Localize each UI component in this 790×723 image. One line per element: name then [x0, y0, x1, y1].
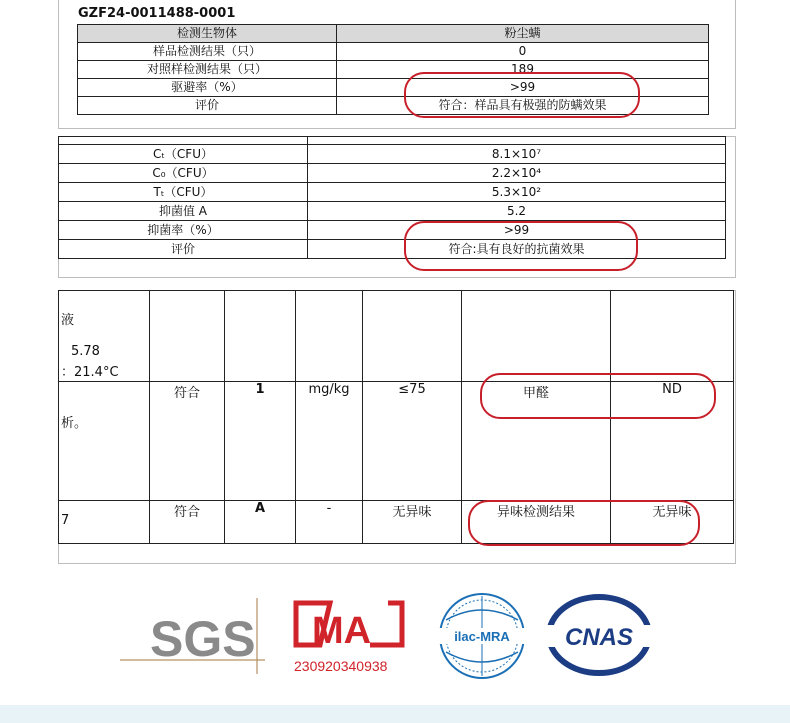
table-row	[59, 240, 726, 259]
sgs-logo-text: SGS	[150, 611, 256, 667]
table-row	[59, 501, 734, 544]
row-value: 189	[337, 61, 709, 79]
row-value: 5.3×10²	[308, 183, 726, 202]
cropped-left-cell	[59, 382, 150, 501]
row-label: 抑菌率（%）	[59, 221, 308, 240]
item-cell: 异味检测结果	[462, 501, 611, 544]
table-row	[78, 97, 709, 115]
value-cell: 1	[225, 382, 296, 501]
mite-repellent-table	[77, 24, 709, 115]
left-text: 析。	[61, 416, 88, 431]
report-number: GZF24-0011488-0001	[78, 6, 236, 21]
svg-text:MA: MA	[312, 610, 372, 652]
table-row	[59, 145, 726, 164]
item-cell: 甲醛	[462, 382, 611, 501]
table-row	[78, 79, 709, 97]
table-row	[59, 291, 734, 382]
unit-cell: -	[296, 501, 363, 544]
row-value: 8.1×10⁷	[308, 145, 726, 164]
row-value: >99	[308, 221, 726, 240]
cropped-row	[59, 137, 726, 145]
table-row	[59, 382, 734, 501]
header-cell: 检测生物体	[78, 25, 337, 43]
table-row	[59, 164, 726, 183]
result-cell: ND	[611, 382, 734, 501]
left-text: 5.78	[71, 344, 100, 359]
row-value: 0	[337, 43, 709, 61]
row-label: Cₜ（CFU）	[59, 145, 308, 164]
table-row	[59, 221, 726, 240]
table-row	[78, 43, 709, 61]
ilac-text: ilac-MRA	[454, 629, 510, 644]
row-label: 评价	[78, 97, 337, 115]
cropped-left-cell	[59, 291, 150, 382]
row-value: 5.2	[308, 202, 726, 221]
judgement-cell: 符合	[150, 501, 225, 544]
table-header-row	[78, 25, 709, 43]
table-row	[59, 183, 726, 202]
header-cell: 粉尘螨	[337, 25, 709, 43]
row-value: 符合：样品具有极强的防螨效果	[337, 97, 709, 115]
page-bottom-band	[0, 705, 790, 723]
result-cell: 无异味	[611, 501, 734, 544]
row-label: 样品检测结果（只）	[78, 43, 337, 61]
row-label: 评价	[59, 240, 308, 259]
cnas-logo	[544, 593, 654, 677]
left-text: 液	[61, 313, 75, 328]
table-row	[78, 61, 709, 79]
row-value: >99	[337, 79, 709, 97]
left-text: 7	[61, 513, 70, 528]
unit-cell: mg/kg	[296, 382, 363, 501]
judgement-cell: 符合	[150, 382, 225, 501]
sgs-logo	[120, 596, 270, 676]
value-cell: A	[225, 501, 296, 544]
limit-cell: 无异味	[363, 501, 462, 544]
row-label: 驱避率（%）	[78, 79, 337, 97]
ilac-mra-logo	[432, 590, 532, 682]
cma-number: 230920340938	[294, 658, 388, 674]
row-label: Tₜ（CFU）	[59, 183, 308, 202]
table-row	[59, 202, 726, 221]
limit-cell: ≤75	[363, 382, 462, 501]
row-label: 对照样检测结果（只）	[78, 61, 337, 79]
row-label: 抑菌值 A	[59, 202, 308, 221]
row-value: 2.2×10⁴	[308, 164, 726, 183]
row-label: C₀（CFU）	[59, 164, 308, 183]
antibacterial-table	[58, 136, 726, 259]
formaldehyde-odor-table	[58, 290, 734, 544]
cma-logo	[290, 597, 408, 677]
left-text: ：21.4°C	[61, 365, 119, 380]
cropped-left-cell	[59, 501, 150, 544]
row-value: 符合:具有良好的抗菌效果	[308, 240, 726, 259]
cnas-text: CNAS	[564, 624, 634, 651]
